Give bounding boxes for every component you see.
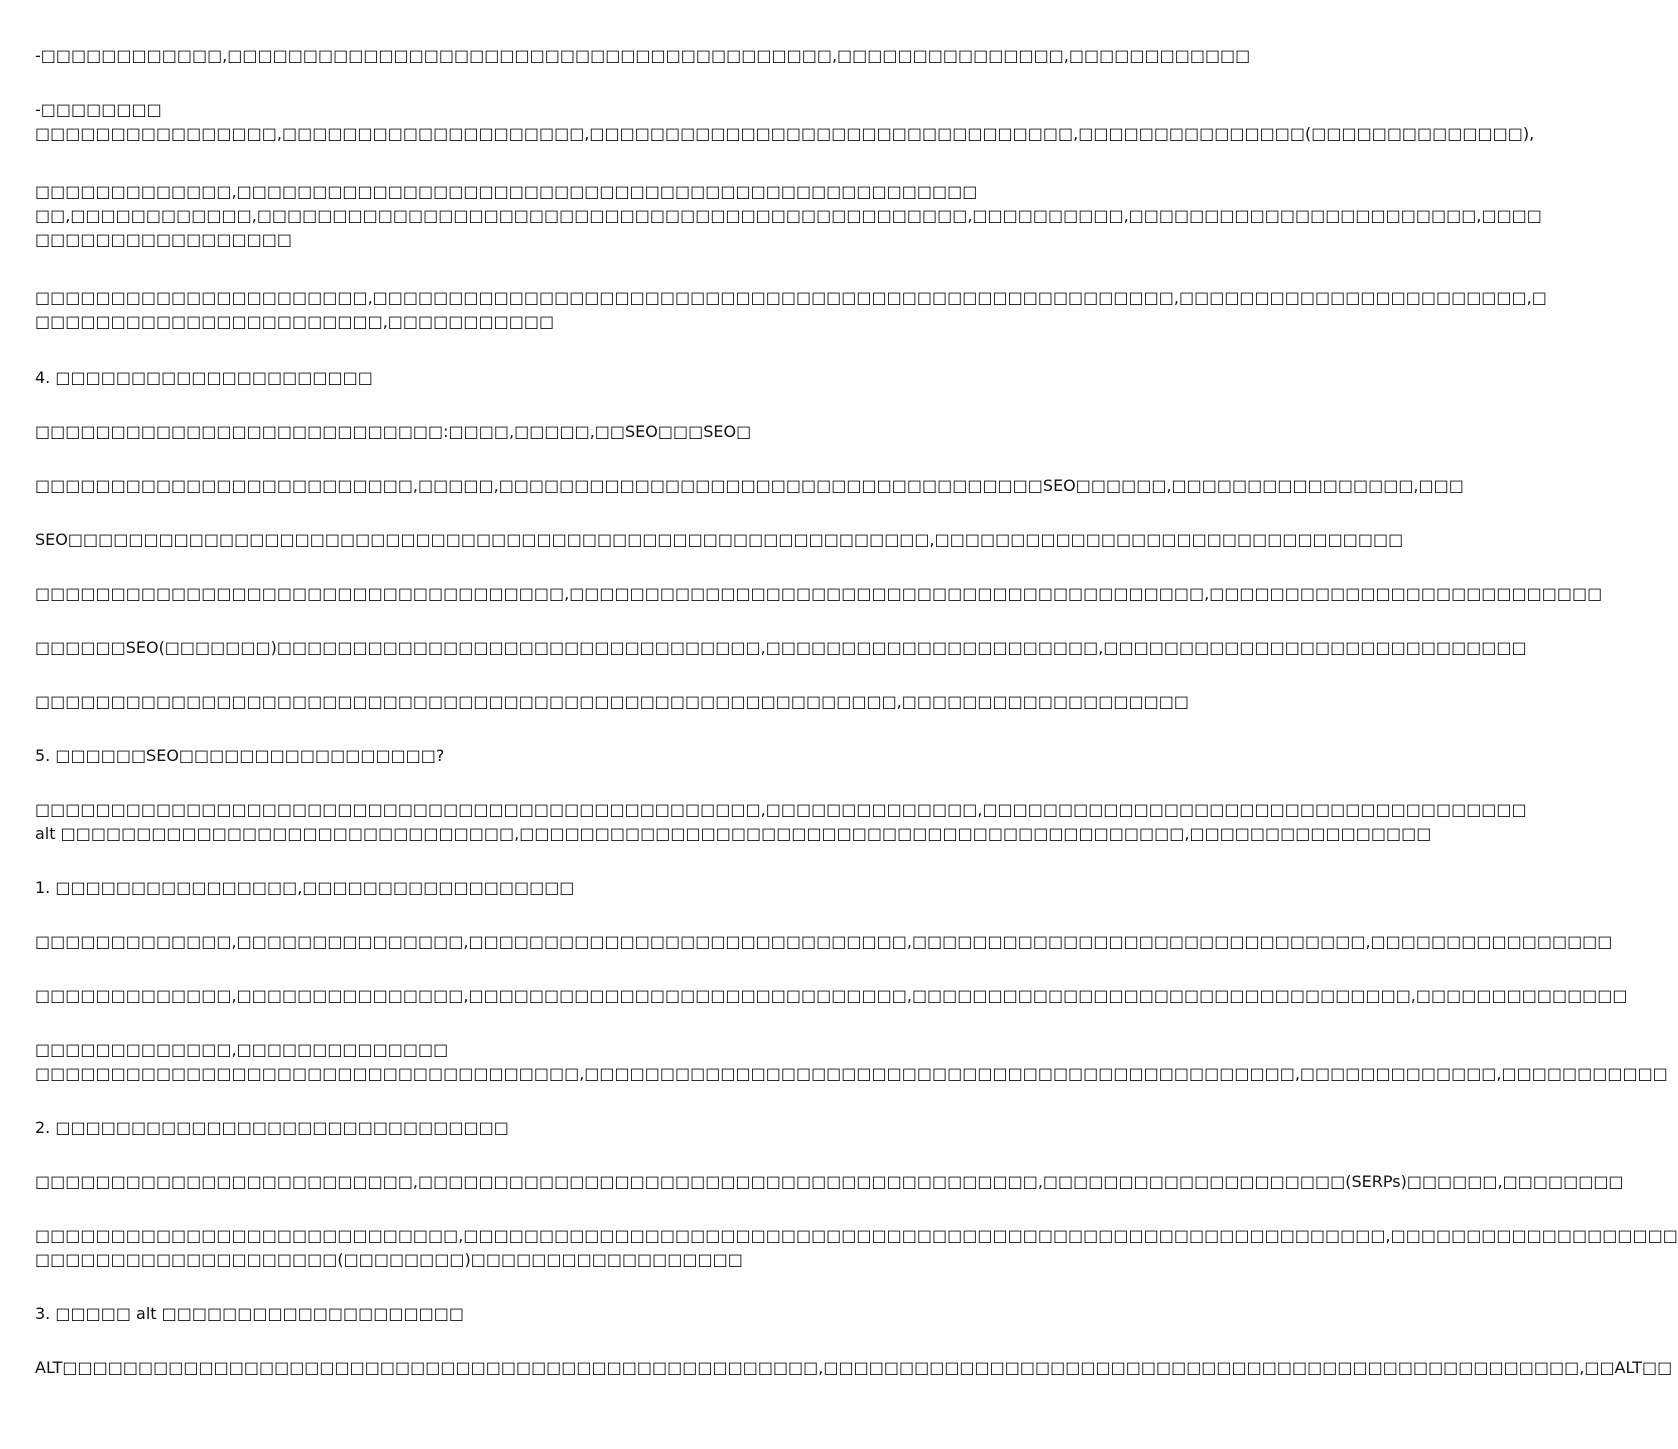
text-line: 2. □□□□□□□□□□□□□□□□□□□□□□□□□□□□□□	[35, 1118, 509, 1137]
text-line: -□□□□□□□□	[35, 100, 162, 119]
text-line: □□□□□□□□□□□□□□□□□□□□□□□□□,□□□□□□□□□□□□□□□□□□□□□□□□□□□□□□□□□□□□□□□□□,□□□□□□□□□□□□□□□□□□□□(SERPs)□□□□□□,□□□□□□□□	[35, 1172, 1624, 1191]
paragraph	[35, 1302, 990, 1326]
paragraph	[35, 984, 1628, 1008]
paragraph	[35, 582, 1603, 606]
paragraph	[35, 474, 1464, 498]
text-line: alt □□□□□□□□□□□□□□□□□□□□□□□□□□□□□□,□□□□□□□□□□□□□□□□□□□□□□□□□□□□□□□□□□□□□□□□□□□□,□□□□□□□□□□□□□□□□	[35, 824, 1432, 843]
text-line: □□□□□□□□□□□□□□□□□□□□□□□□□□□□,□□□□□□□□□□□□□□□□□□□□□□□□□□□□□□□□□□□□□□□□□□□□□□□□□□□□□□□□□□□□□,□□□□□□□□□□□□□□□□□□□	[35, 1226, 1678, 1245]
document-body	[35, 44, 1678, 1404]
text-line: ALT□□□□□□□□□□□□□□□□□□□□□□□□□□□□□□□□□□□□□□□□□□□□□□□□□□,□□□□□□□□□□□□□□□□□□□□□□□□□□□□□□□□□□□□□□□□□□□□□□□□□□,□□ALT□□	[35, 1358, 1673, 1377]
paragraph	[35, 44, 1251, 68]
text-line: □□□□□□□□□□□□□□□□□□□□□□□,□□□□□□□□□□□	[35, 312, 555, 331]
text-line: □□□□□□□□□□□□□□□□□□□□□□□□□□□□□□□□□□□□□□□□□□□□□□□□,□□□□□□□□□□□□□□,□□□□□□□□□□□□□□□□□□□□□□□□□□□□□□□□□□□□	[35, 800, 1527, 819]
text-line: □□□□□□□□□□□□□,□□□□□□□□□□□□□□□,□□□□□□□□□□□□□□□□□□□□□□□□□□□□□,□□□□□□□□□□□□□□□□□□□□□□□□□□□□□□□□□,□□□□□□□□□□□□□□	[35, 986, 1628, 1005]
paragraph	[35, 286, 1547, 334]
paragraph	[35, 420, 990, 444]
text-line: □□□□□□□□□□□□□□□□□□□□□□□□□,□□□□□,□□□□□□□□□□□□□□□□□□□□□□□□□□□□□□□□□□□□SEO□□□□□□,□□□□□□□□□□□□□□□□,□□□	[35, 476, 1464, 495]
paragraph	[35, 1356, 1673, 1380]
text-line: -□□□□□□□□□□□□,□□□□□□□□□□□□□□□□□□□□□□□□□□□□□□□□□□□□□□□□,□□□□□□□□□□□□□□□,□□□□□□□□□□□□	[35, 46, 1251, 65]
text-line: 5. □□□□□□SEO□□□□□□□□□□□□□□□□□?	[35, 746, 445, 765]
paragraph	[35, 876, 990, 900]
text-line: □□□□□□□□□□□□□□□□□□□□□□□□□□□:□□□□,□□□□□,□□SEO□□□SEO□	[35, 422, 752, 441]
text-line: □□□□□□□□□□□□□,□□□□□□□□□□□□□□□,□□□□□□□□□□□□□□□□□□□□□□□□□□□□□,□□□□□□□□□□□□□□□□□□□□□□□□□□□□□□,□□□□□□□□□□□□□□□□	[35, 932, 1613, 951]
text-line: 4. □□□□□□□□□□□□□□□□□□□□□	[35, 368, 373, 387]
paragraph	[35, 690, 1189, 714]
paragraph	[35, 798, 1527, 846]
paragraph	[35, 1038, 1668, 1086]
paragraph	[35, 366, 990, 390]
text-line: SEO□□□□□□□□□□□□□□□□□□□□□□□□□□□□□□□□□□□□□□□□□□□□□□□□□□□□□□□□□,□□□□□□□□□□□□□□□□□□□□□□□□□□□□□□□	[35, 530, 1404, 549]
text-line: □□□□□□□□□□□□□,□□□□□□□□□□□□□□□□□□□□□□□□□□□□□□□□□□□□□□□□□□□□□□□□□	[35, 182, 978, 201]
paragraph	[35, 1116, 990, 1140]
paragraph	[35, 744, 990, 768]
paragraph	[35, 930, 1613, 954]
text-line: □□□□□□□□□□□□□□□□□	[35, 230, 292, 249]
paragraph	[35, 528, 1404, 552]
paragraph	[35, 98, 1535, 146]
text-line: 3. □□□□□ alt □□□□□□□□□□□□□□□□□□□□	[35, 1304, 464, 1323]
text-line: □□□□□□□□□□□□□□□□,□□□□□□□□□□□□□□□□□□□□,□□□□□□□□□□□□□□□□□□□□□□□□□□□□□□□□,□□□□□□□□□□□□□□□(□□□□□□□□□□□□□□),	[35, 124, 1535, 143]
text-line: □□□□□□SEO(□□□□□□□)□□□□□□□□□□□□□□□□□□□□□□□□□□□□□□□□,□□□□□□□□□□□□□□□□□□□□□□,□□□□□□□□□□□□□□□□□□□□□□□□□□□□	[35, 638, 1527, 657]
paragraph	[35, 180, 1542, 252]
text-line: □□□□□□□□□□□□□□□□□□□□(□□□□□□□□)□□□□□□□□□□□□□□□□□□	[35, 1250, 743, 1269]
text-line: □□□□□□□□□□□□□□□□□□□□□□□□□□□□□□□□□□□□□□□□□□□□□□□□□□□□□□□□□,□□□□□□□□□□□□□□□□□□□	[35, 692, 1189, 711]
text-line: □□□□□□□□□□□□□□□□□□□□□□□□□□□□□□□□□□□,□□□□□□□□□□□□□□□□□□□□□□□□□□□□□□□□□□□□□□□□□□,□□□□□□□□□□□□□□□□□□□□□□□□□□	[35, 584, 1603, 603]
text-line: 1. □□□□□□□□□□□□□□□□,□□□□□□□□□□□□□□□□□□	[35, 878, 575, 897]
paragraph	[35, 1224, 1678, 1272]
text-line: □□□□□□□□□□□□□□□□□□□□□□□□□□□□□□□□□□□□,□□□□□□□□□□□□□□□□□□□□□□□□□□□□□□□□□□□□□□□□□□□□□□□,□□□□□□□□□□□□□,□□□□□□□□□□□	[35, 1064, 1668, 1083]
text-line: □□,□□□□□□□□□□□□,□□□□□□□□□□□□□□□□□□□□□□□□□□□□□□□□□□□□□□□□□□□□□□□,□□□□□□□□□□,□□□□□□□□□□□□□□□□□□□□□□□,□□□□	[35, 206, 1542, 225]
paragraph	[35, 1170, 1624, 1194]
text-line: □□□□□□□□□□□□□□□□□□□□□□,□□□□□□□□□□□□□□□□□□□□□□□□□□□□□□□□□□□□□□□□□□□□□□□□□□□□□,□□□□□□□□□□□□□□□□□□□□□□□,□	[35, 288, 1547, 307]
paragraph	[35, 636, 1527, 660]
text-line: □□□□□□□□□□□□□,□□□□□□□□□□□□□□	[35, 1040, 449, 1059]
